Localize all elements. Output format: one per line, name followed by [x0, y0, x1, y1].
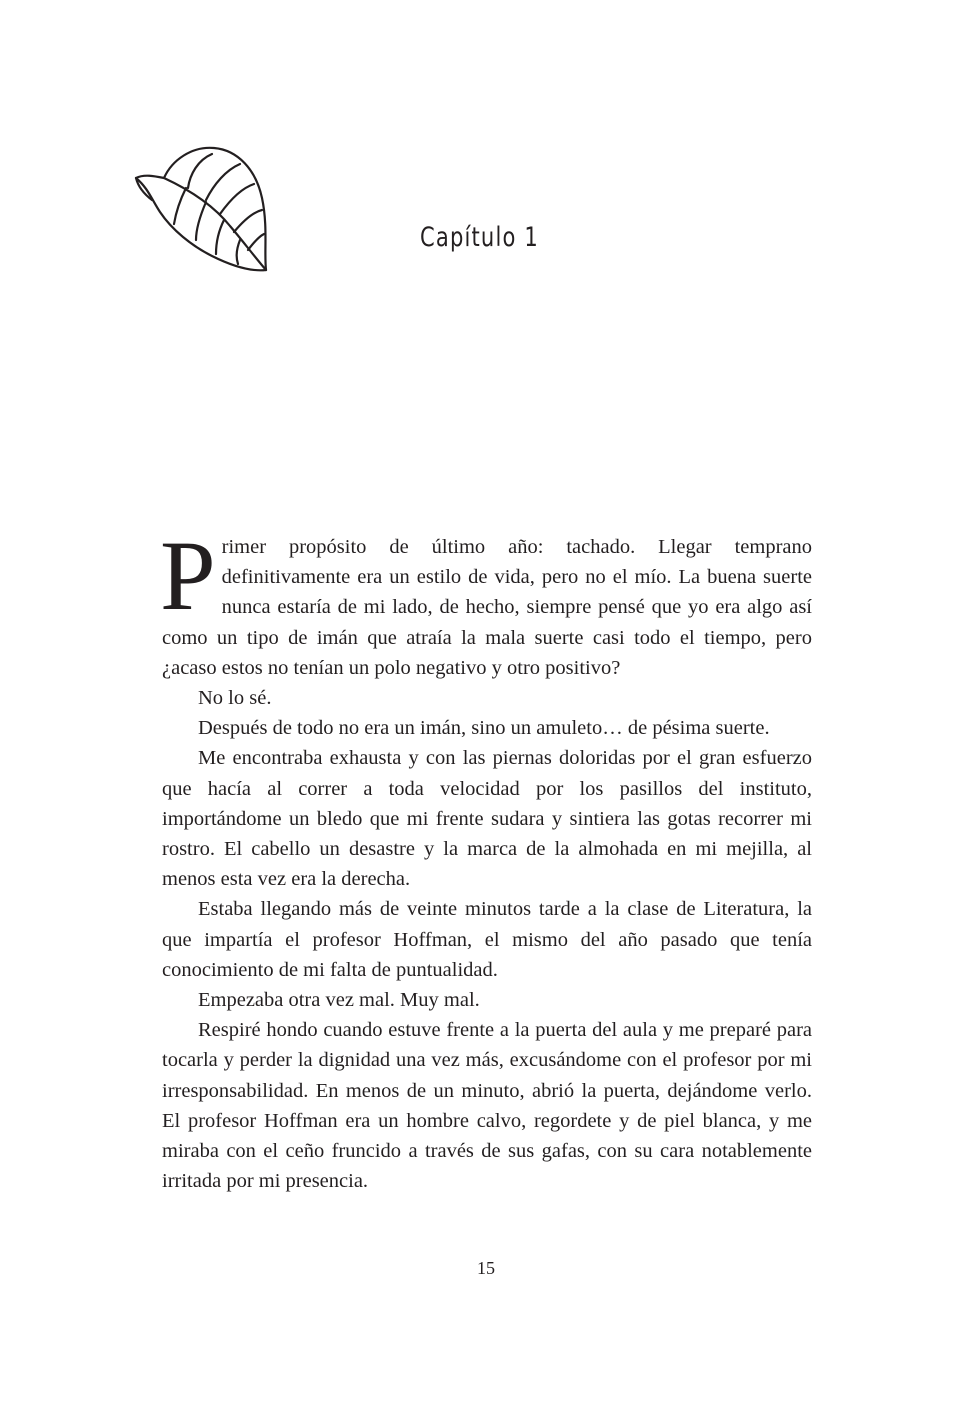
drop-cap: P [160, 520, 216, 631]
page-number: 15 [477, 1258, 495, 1278]
paragraph: Me encontraba exhausta y con las piernas doloridas por el gran esfuerzo que hacía al correr a toda velocidad por los pasillos del instituto, importándome un bledo que mi frente sudara y sintiera las gotas recorrer mi rostro. El cabello un desastre y la marca de la almohada en mi mejilla, al menos esta vez era la derecha. [162, 747, 812, 891]
paragraph: No lo sé. [198, 687, 272, 710]
paragraph: Después de todo no era un imán, sino un amuleto… de pésima suerte. [198, 717, 770, 740]
chapter-title: Capítulo 1 [420, 222, 539, 253]
paragraph: Empezaba otra vez mal. Muy mal. [198, 989, 480, 1012]
paragraph-text: rimer propósito de último año: tachado. Llegar temprano definitivamente era un estilo de vida, pero no el mío. La buena suerte nunca estaría de mi lado, de hecho, siempre pensé que yo era algo así como un tipo de imán que atraía la mala suerte casi todo el tiempo, pero ¿acaso estos no tenían un polo negativo y otro positivo? [162, 536, 812, 679]
leaf-icon [130, 140, 275, 280]
body-text [160, 520, 812, 1196]
paragraph [160, 520, 812, 683]
paragraph: Estaba llegando más de veinte minutos tarde a la clase de Literatura, la que impartía el profesor Hoffman, el mismo del año pasado que tenía conocimiento de mi falta de puntualidad. [162, 898, 812, 981]
paragraph: Respiré hondo cuando estuve frente a la puerta del aula y me preparé para tocarla y perder la dignidad una vez más, excusándome con el profesor por mi irresponsabilidad. En menos de un minuto, abrió la puerta, dejándome verlo. El profesor Hoffman era un hombre calvo, regordete y de piel blanca, y me miraba con el ceño fruncido a través de sus gafas, con su cara notablemente irritada por mi presencia. [162, 1019, 812, 1193]
